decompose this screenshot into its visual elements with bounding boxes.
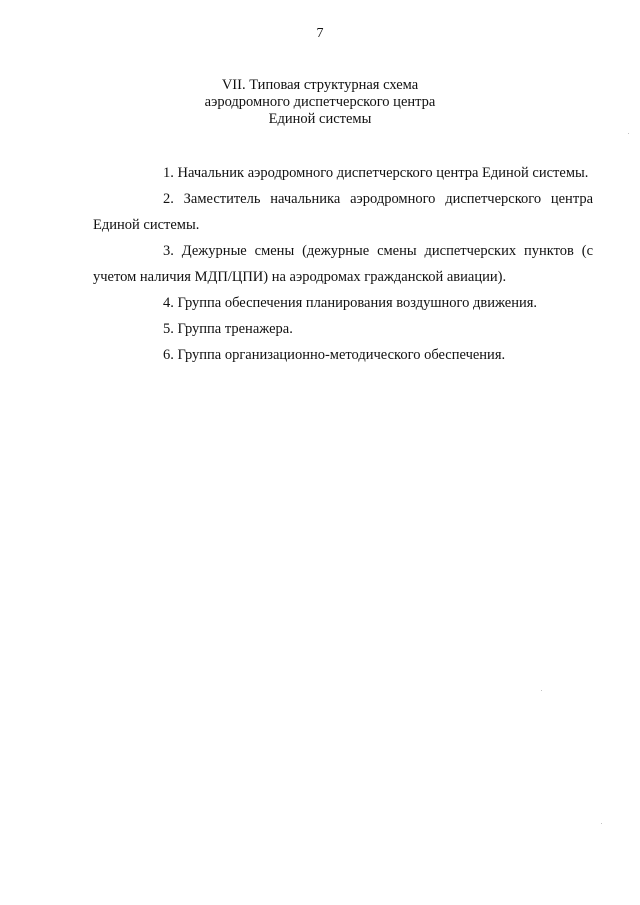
- heading-line-1: VII. Типовая структурная схема: [221, 77, 419, 93]
- item-text: Группа обеспечения планирования воздушного движения.: [177, 295, 538, 311]
- list-item: [93, 186, 593, 238]
- heading-line-2: аэродромного диспетчерского центра: [204, 94, 436, 110]
- scan-speck: [541, 690, 542, 691]
- item-text: Дежурные смены (дежурные смены диспетчерских пунктов (с учетом наличия МДП/ЦПИ) на аэродромах гражданской авиации).: [93, 243, 594, 285]
- list-item: [93, 342, 593, 368]
- page-number: 7: [316, 26, 324, 41]
- scan-speck: [601, 823, 602, 824]
- item-number: 2.: [163, 191, 174, 207]
- item-text: Начальник аэродромного диспетчерского центра Единой системы.: [177, 165, 589, 181]
- structure-list: [93, 160, 593, 368]
- item-number: 6.: [163, 347, 174, 363]
- item-number: 5.: [163, 321, 174, 337]
- heading-line-3: Единой системы: [268, 111, 372, 127]
- item-number: 3.: [163, 243, 174, 259]
- item-text: Группа тренажера.: [177, 321, 293, 337]
- item-number: 4.: [163, 295, 174, 311]
- list-item: [93, 316, 593, 342]
- scan-speck: [628, 133, 629, 134]
- item-number: 1.: [163, 165, 174, 181]
- list-item: [93, 238, 593, 290]
- list-item: [93, 160, 593, 186]
- item-text: Группа организационно-методического обеспечения.: [177, 347, 506, 363]
- item-text: Заместитель начальника аэродромного диспетчерского центра Единой системы.: [93, 191, 594, 233]
- section-heading: [0, 77, 640, 128]
- list-item: [93, 290, 593, 316]
